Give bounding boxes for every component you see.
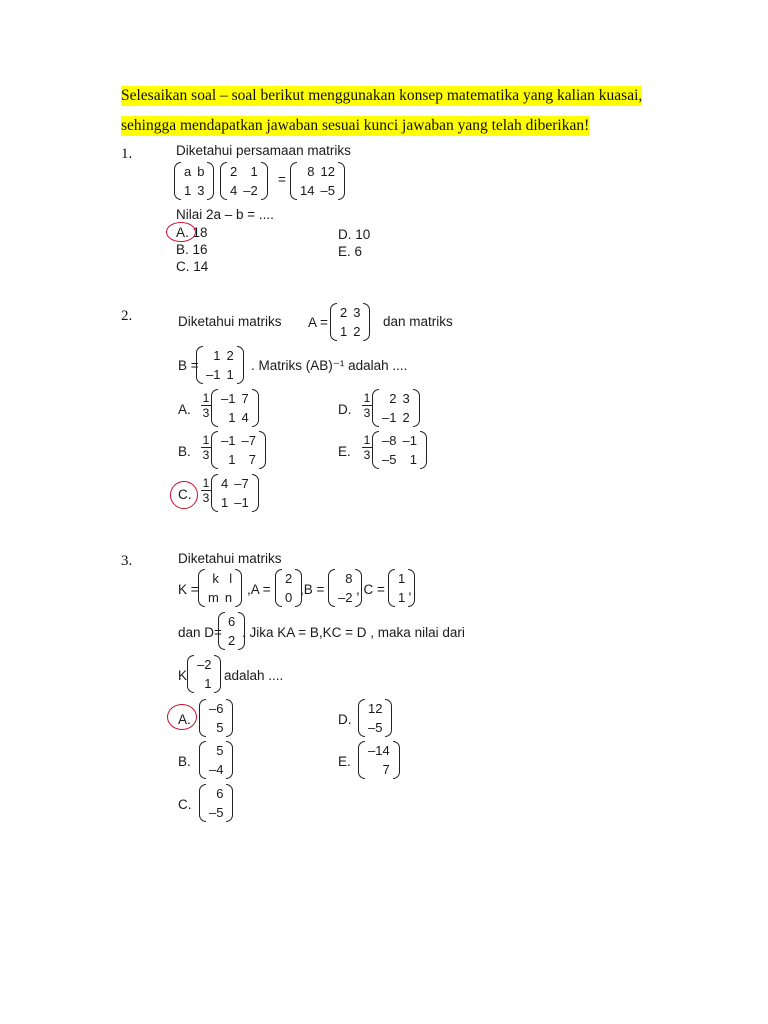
q3-matrix-k2-label: K xyxy=(178,668,188,683)
q2-option-c-label[interactable]: C. xyxy=(178,487,192,502)
q1-option-e[interactable]: E. 6 xyxy=(338,244,363,259)
q1-option-a[interactable]: A. 18 xyxy=(176,225,208,240)
q3-option-d-label[interactable]: D. xyxy=(338,712,352,727)
q2-option-b-label[interactable]: B. xyxy=(178,444,191,459)
q3-matrix-d-label: dan D= xyxy=(178,625,222,640)
instruction-line-1: Selesaikan soal – soal berikut menggunakan konsep matematika yang kalian kuasai, xyxy=(121,87,643,104)
q2-option-a-matrix: –1 7 1 4 xyxy=(211,389,259,427)
q2-option-d-label[interactable]: D. xyxy=(338,402,352,417)
q3-matrix-k2: –2 1 xyxy=(187,655,221,693)
q2-matrix-a-label: A = xyxy=(308,315,328,330)
q3-matrix-b: 8 –2 xyxy=(328,569,362,607)
q3-matrix-b-label: ,B = xyxy=(300,582,325,597)
question-2-number: 2. xyxy=(121,308,133,324)
q3-option-c-label[interactable]: C. xyxy=(178,797,192,812)
q1-matrix-3: 8 12 14 –5 xyxy=(290,162,345,200)
q1-matrix-2: 2 1 4 –2 xyxy=(220,162,268,200)
q3-matrix-c: 1 1 xyxy=(388,569,415,607)
q3-option-a-label[interactable]: A. xyxy=(178,712,191,727)
q2-option-a-fraction: $\frac{1}{3}$ xyxy=(202,391,210,420)
question-3-number: 3. xyxy=(121,553,133,569)
question-1-prompt: Diketahui persamaan matriks xyxy=(176,143,351,158)
q3-option-e-matrix: –14 7 xyxy=(358,741,400,779)
q3-matrix-a-label: ,A = xyxy=(247,582,271,597)
question-1-question: Nilai 2a – b = .... xyxy=(176,207,274,222)
q3-option-a-matrix: –6 5 xyxy=(199,699,233,737)
q3-comma: , xyxy=(408,582,412,597)
question-2-prompt-c: . Matriks (AB)⁻¹ adalah .... xyxy=(251,358,408,373)
q1-option-c[interactable]: C. 14 xyxy=(176,259,209,274)
q3-option-e-label[interactable]: E. xyxy=(338,754,351,769)
q2-option-c-matrix: 4 –7 1 –1 xyxy=(211,474,259,512)
question-1-number: 1. xyxy=(121,146,133,162)
q2-option-e-fraction: $\frac{1}{3}$ xyxy=(363,433,371,462)
question-3-prompt: Diketahui matriks xyxy=(178,551,282,566)
question-2-prompt-a: Diketahui matriks xyxy=(178,314,282,329)
q3-option-c-matrix: 6 –5 xyxy=(199,784,233,822)
q1-option-b[interactable]: B. 16 xyxy=(176,242,208,257)
q3-option-b-matrix: 5 –4 xyxy=(199,741,233,779)
q2-matrix-b-label: B = xyxy=(178,358,199,373)
q1-option-d[interactable]: D. 10 xyxy=(338,227,371,242)
q2-option-d-fraction: $\frac{1}{3}$ xyxy=(363,391,371,420)
q3-matrix-c-label: , C = xyxy=(356,582,385,597)
q2-option-b-fraction: $\frac{1}{3}$ xyxy=(202,433,210,462)
q2-option-b-matrix: –1 –7 1 7 xyxy=(211,431,266,469)
question-3-condition: . Jika KA = B,KC = D , maka nilai dari xyxy=(242,625,465,640)
q1-matrix-1: a b 1 3 xyxy=(174,162,214,200)
q3-option-d-matrix: 12 –5 xyxy=(358,699,392,737)
q3-option-b-label[interactable]: B. xyxy=(178,754,191,769)
q2-answer-circle xyxy=(170,481,198,509)
q2-option-c-fraction: $\frac{1}{3}$ xyxy=(202,476,210,505)
q2-matrix-b: 1 2 –1 1 xyxy=(196,346,244,384)
instruction-line-2: sehingga mendapatkan jawaban sesuai kunci jawaban yang telah diberikan! xyxy=(121,117,590,134)
q2-option-e-label[interactable]: E. xyxy=(338,444,351,459)
q3-matrix-k: k l m n xyxy=(198,569,242,607)
q3-matrix-k-label: K = xyxy=(178,582,199,597)
q3-matrix-a: 2 0 xyxy=(275,569,302,607)
question-2-prompt-b: dan matriks xyxy=(383,314,453,329)
q1-answer-circle xyxy=(166,222,196,242)
q2-option-e-matrix: –8 –1 –5 1 xyxy=(372,431,427,469)
q2-option-a-label[interactable]: A. xyxy=(178,402,191,417)
question-3-tail: adalah .... xyxy=(224,668,284,683)
q2-matrix-a: 2 3 1 2 xyxy=(330,303,370,341)
q2-option-d-matrix: 2 3 –1 2 xyxy=(372,389,420,427)
q1-equals: = xyxy=(278,172,286,187)
q3-matrix-d: 6 2 xyxy=(218,612,245,650)
q3-answer-circle xyxy=(167,704,197,730)
